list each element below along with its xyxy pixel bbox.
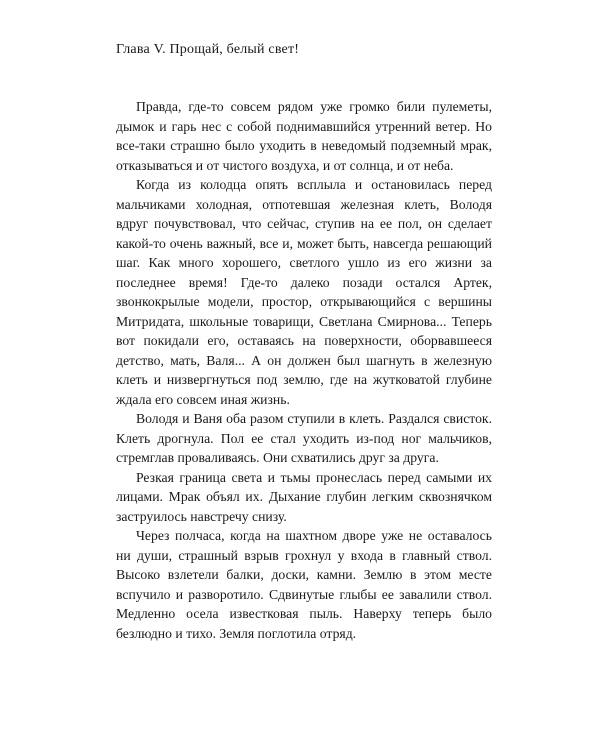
paragraph: Резкая граница света и тьмы пронеслась перед самыми их лицами. Мрак объял их. Дыхание глубин легким сквознячком заструилось навстречу снизу. <box>116 469 492 524</box>
body-text <box>116 97 492 643</box>
paragraph: Через полчаса, когда на шахтном дворе уже не оставалось ни души, страшный взрыв грохнул у входа в главный ствол. Высоко взлетели балки, доски, камни. Землю в этом месте вспучило и разворотило. Сдвинутые глыбы ее завалили ствол. Медленно осела известковая пыль. Наверху теперь было безлюдно и тихо. Земля поглотила отряд. <box>116 528 492 641</box>
running-head: Глава V. Прощай, белый свет! <box>116 42 300 57</box>
paragraph: Когда из колодца опять всплыла и остановилась перед мальчиками холодная, отпотевшая железная клеть, Володя вдруг почувствовал, что сейчас, ступив на ее пол, он сделает какой-то очень важный, все и, может быть, навсегда решающий шаг. Как много хорошего, светлого ушло из его жизни за последнее время! Где-то далеко позади остался Артек, звонкокрылые модели, простор, открывающийся с вершины Митридата, школьные товарищи, Светлана Смирнова... Теперь вот покидали его, оставаясь на поверхности, оборвавшееся детство, мать, Валя... А он должен был шагнуть в железную клеть и низвергнуться под землю, где на жутковатой глубине ждала его совсем иная жизнь. <box>116 177 492 407</box>
paragraph: Правда, где-то совсем рядом уже громко били пулеметы, дымок и гарь нес с собой поднимавшийся утренний ветер. Но все-таки страшно было уходить в неведомый подземный мрак, отказываться и от чистого воздуха, и от солнца, и от неба. <box>116 99 492 173</box>
paragraph: Володя и Ваня оба разом ступили в клеть. Раздался свисток. Клеть дрогнула. Пол ее стал уходить из-под ног мальчиков, стремглав проваливаясь. Они схватились друг за друга. <box>116 411 492 465</box>
